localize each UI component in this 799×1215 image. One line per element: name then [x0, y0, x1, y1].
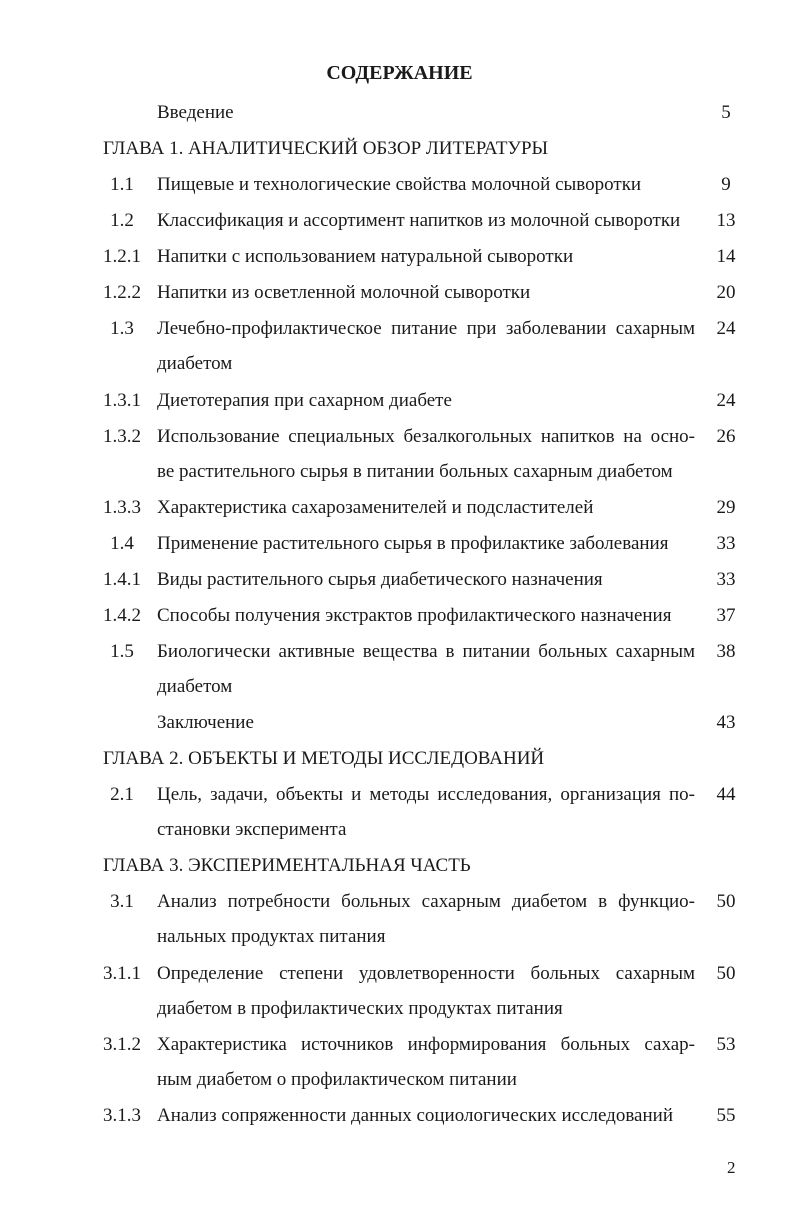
entry-text-line2: диабетом [157, 353, 233, 374]
entry-page: 24 [716, 318, 736, 339]
entry-text: Виды растительного сырья диабетического назначения [157, 569, 603, 590]
entry-text-line2: диабетом [157, 676, 233, 697]
entry-number: 1.2.2 [103, 282, 141, 303]
entry-text-line1: Биологически активные вещества в питании больных сахарным [157, 641, 695, 662]
entry-number: 1.4.2 [103, 605, 141, 626]
entry-page: 14 [716, 246, 736, 267]
entry-text-line2: становки эксперимента [157, 819, 347, 840]
entry-number: 1.4.1 [103, 569, 141, 590]
entry-text-line1: Лечебно-профилактическое питание при заболевании сахарным [157, 318, 695, 339]
entry-page: 13 [716, 210, 736, 231]
entry-page: 26 [716, 426, 736, 447]
entry-page: 44 [716, 784, 736, 805]
entry-page: 29 [716, 497, 736, 518]
entry-text: Классификация и ассортимент напитков из молочной сыворотки [157, 210, 681, 231]
entry-number: 2.1 [110, 784, 134, 805]
entry-number: 3.1.2 [103, 1034, 141, 1055]
entry-page: 55 [716, 1105, 736, 1126]
page-title: СОДЕРЖАНИЕ [326, 62, 473, 84]
entry-text: Напитки с использованием натуральной сыворотки [157, 246, 574, 267]
entry-page: 38 [716, 641, 736, 662]
entry-page: 53 [716, 1034, 736, 1055]
entry-text-line2: ным диабетом о профилактическом питании [157, 1069, 517, 1090]
entry-number: 1.3.2 [103, 426, 141, 447]
entry-text: Введение [157, 102, 234, 123]
entry-text-line1: Анализ потребности больных сахарным диабетом в функцио- [157, 891, 695, 912]
entry-text: Напитки из осветленной молочной сыворотки [157, 282, 531, 303]
entry-text: Способы получения экстрактов профилактического назначения [157, 605, 672, 626]
entry-text-line1: Определение степени удовлетворенности больных сахарным [157, 963, 695, 984]
entry-number: 3.1.1 [103, 963, 141, 984]
entry-number: 1.3.1 [103, 390, 141, 411]
chapter-3-heading: ГЛАВА 3. ЭКСПЕРИМЕНТАЛЬНАЯ ЧАСТЬ [103, 855, 471, 876]
entry-text-line1: Использование специальных безалкогольных напитков на осно- [157, 426, 695, 447]
entry-page: 37 [716, 605, 736, 626]
entry-page: 5 [721, 102, 731, 123]
entry-page: 50 [716, 891, 736, 912]
entry-text: Диетотерапия при сахарном диабете [157, 390, 452, 411]
chapter-1-heading: ГЛАВА 1. АНАЛИТИЧЕСКИЙ ОБЗОР ЛИТЕРАТУРЫ [103, 138, 549, 159]
entry-page: 33 [716, 533, 736, 554]
entry-page: 9 [721, 174, 731, 195]
entry-text-line1: Цель, задачи, объекты и методы исследования, организация по- [157, 784, 695, 805]
entry-number: 1.3 [110, 318, 134, 339]
entry-number: 3.1 [110, 891, 134, 912]
page-number: 2 [727, 1158, 736, 1177]
entry-page: 20 [716, 282, 736, 303]
entry-number: 1.2 [110, 210, 134, 231]
entry-page: 43 [716, 712, 736, 733]
entry-text-line2: нальных продуктах питания [157, 926, 386, 947]
entry-page: 24 [716, 390, 736, 411]
chapter-2-heading: ГЛАВА 2. ОБЪЕКТЫ И МЕТОДЫ ИССЛЕДОВАНИЙ [103, 748, 545, 769]
entry-text: Характеристика сахарозаменителей и подсластителей [157, 497, 594, 518]
entry-number: 1.1 [110, 174, 134, 195]
entry-number: 1.5 [110, 641, 134, 662]
entry-text-line1: Характеристика источников информирования больных сахар- [157, 1034, 695, 1055]
entry-text-line2: диабетом в профилактических продуктах питания [157, 998, 563, 1019]
entry-text: Пищевые и технологические свойства молочной сыворотки [157, 174, 642, 195]
entry-text: Применение растительного сырья в профилактике заболевания [157, 533, 669, 554]
entry-text: Анализ сопряженности данных социологических исследований [157, 1105, 673, 1126]
entry-number: 3.1.3 [103, 1105, 141, 1126]
entry-page: 50 [716, 963, 736, 984]
entry-text-line2: ве растительного сырья в питании больных сахарным диабетом [157, 461, 673, 482]
entry-text: Заключение [157, 712, 254, 733]
entry-number: 1.4 [110, 533, 134, 554]
entry-number: 1.3.3 [103, 497, 141, 518]
entry-page: 33 [716, 569, 736, 590]
entry-number: 1.2.1 [103, 246, 141, 267]
